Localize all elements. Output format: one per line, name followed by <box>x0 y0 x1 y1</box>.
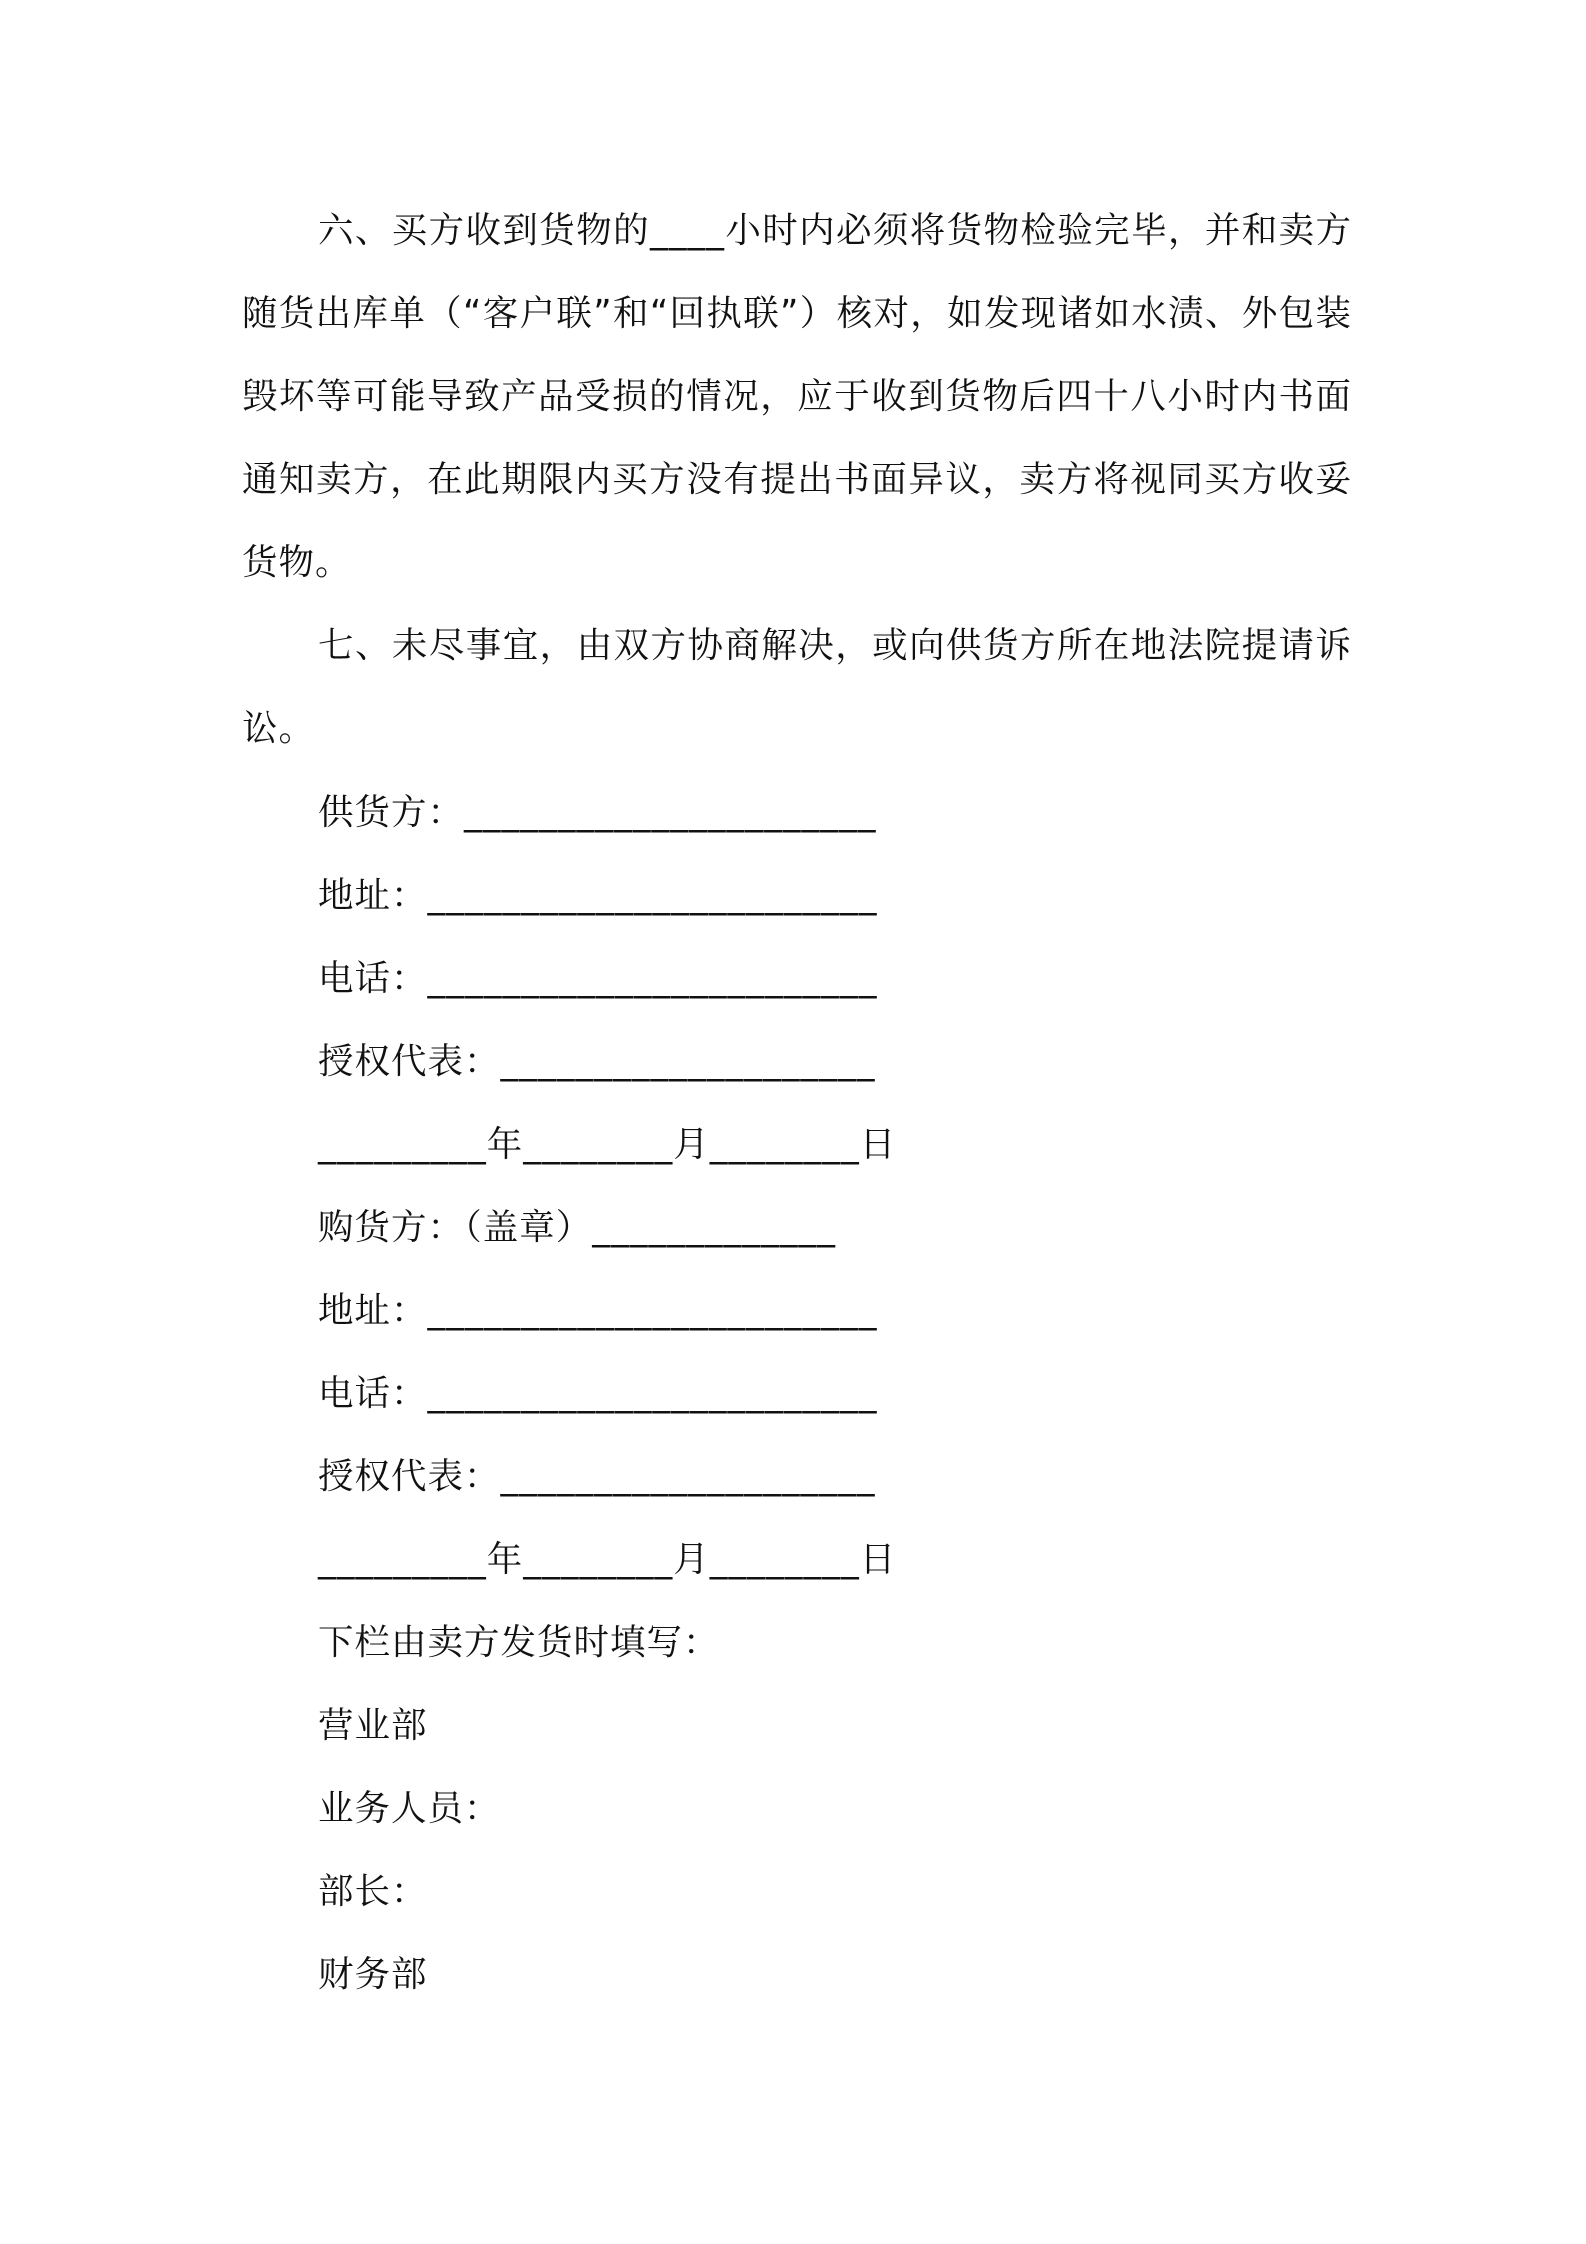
sales-dept-label: 营业部 <box>318 1705 428 1746</box>
buyer-party-line: 购货方：（盖章）_____________ <box>318 1207 837 1248</box>
finance-dept-label: 财务部 <box>318 1954 428 1995</box>
clause-6-paragraph: 六、买方收到货物的____小时内必须将货物检验完毕，并和卖方随货出库单（“客户联”和“回执联”）核对，如发现诸如水渍、外包装毁坏等可能导致产品受损的情况，应于收到货物后四十八小时内书面通知卖方，在此期限内买方没有提出书面异议，卖方将视同买方收妥货物。 <box>242 210 1352 583</box>
buyer-address-line: 地址：________________________ <box>318 1290 878 1331</box>
buyer-representative-line: 授权代表：____________________ <box>318 1456 876 1497</box>
supplier-date-line: _________年________月________日 <box>318 1124 897 1165</box>
supplier-address-line: 地址：________________________ <box>318 875 878 916</box>
dispatch-heading: 下栏由卖方发货时填写： <box>318 1622 720 1663</box>
supplier-party-line: 供货方：______________________ <box>318 792 877 833</box>
sales-staff-label: 业务人员： <box>318 1788 501 1829</box>
clause-7-paragraph: 七、未尽事宜，由双方协商解决，或向供货方所在地法院提请诉讼。 <box>242 625 1352 749</box>
buyer-date-line: _________年________月________日 <box>318 1539 897 1580</box>
minister-label: 部长： <box>318 1871 428 1912</box>
supplier-phone-line: 电话：________________________ <box>318 958 878 999</box>
buyer-phone-line: 电话：________________________ <box>318 1373 878 1414</box>
supplier-representative-line: 授权代表：____________________ <box>318 1041 876 1082</box>
